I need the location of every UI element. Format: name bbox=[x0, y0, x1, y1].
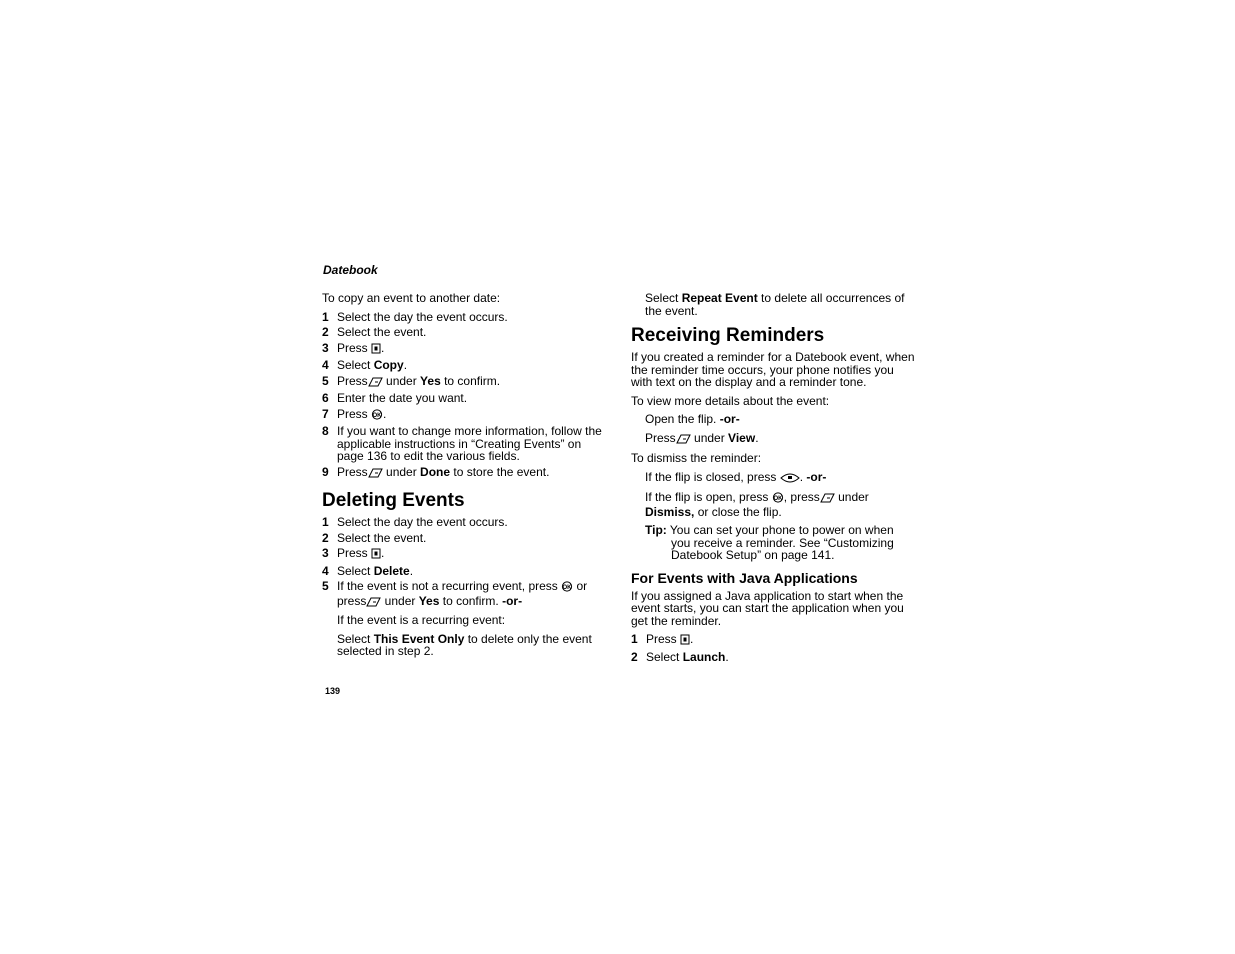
this-event-only-text bbox=[322, 633, 607, 658]
text: under bbox=[834, 490, 869, 504]
step-text: Select the event. bbox=[337, 325, 427, 339]
option-label: Dismiss, bbox=[645, 504, 695, 519]
svg-text:OK: OK bbox=[562, 585, 572, 591]
softkey-icon bbox=[368, 468, 383, 481]
step-number: 5 bbox=[322, 579, 329, 593]
step-text: Press bbox=[337, 340, 368, 355]
punct: . bbox=[725, 649, 729, 664]
text: or close the flip. bbox=[694, 504, 782, 519]
copy-step-5 bbox=[322, 375, 607, 390]
text: Select bbox=[337, 631, 374, 646]
punct: . bbox=[409, 563, 414, 578]
step-text: Select the day the event occurs. bbox=[337, 309, 508, 324]
punct: . bbox=[755, 430, 759, 445]
step-text: Press bbox=[337, 546, 368, 560]
receiving-intro: If you created a reminder for a Datebook event, when the reminder time occurs, your phone notifies you with text on the display and a reminder tone. bbox=[631, 350, 915, 389]
option-label: Repeat Event bbox=[681, 291, 758, 305]
view-details-intro: To view more details about the event: bbox=[631, 393, 830, 408]
or-marker: -or- bbox=[502, 593, 523, 608]
tip-text: You can set your phone to power on when bbox=[666, 523, 894, 537]
option-label: This Event Only bbox=[373, 631, 465, 646]
svg-text:OK: OK bbox=[773, 496, 783, 502]
copy-step-4 bbox=[322, 359, 607, 372]
step-number: 2 bbox=[322, 325, 329, 339]
step-text: Press bbox=[337, 406, 368, 421]
step-text: under bbox=[382, 373, 421, 388]
menu-key-icon bbox=[371, 548, 381, 562]
menu-key-icon bbox=[371, 343, 381, 357]
tip-label: Tip: bbox=[645, 523, 667, 537]
step-text: under bbox=[382, 464, 421, 479]
step-number: 4 bbox=[322, 358, 329, 372]
step-text: to store the event. bbox=[450, 464, 550, 479]
softkey-icon bbox=[820, 493, 835, 506]
step-text: If you want to change more information, follow the applicable instructions in “Creating Events” on page 136 to edit the various fields. bbox=[337, 424, 602, 463]
step-text: under bbox=[381, 593, 419, 608]
text: to delete only the event selected in step 2. bbox=[337, 631, 592, 658]
java-step-1 bbox=[631, 633, 916, 648]
step-number: 2 bbox=[322, 530, 329, 545]
step-text: Press bbox=[646, 632, 677, 646]
copy-step-3 bbox=[322, 342, 607, 357]
step-text: or press bbox=[337, 579, 588, 608]
step-text: If the event is not a recurring event, press bbox=[337, 579, 558, 593]
text: If the flip is open, press bbox=[645, 490, 769, 504]
delete-step-2 bbox=[322, 532, 607, 545]
step-text: Select the event. bbox=[337, 530, 427, 545]
option-label: Copy bbox=[373, 358, 404, 372]
text: , press bbox=[783, 490, 820, 504]
text: under bbox=[690, 430, 729, 445]
right-column bbox=[631, 292, 916, 666]
left-column bbox=[322, 292, 607, 664]
java-intro: If you assigned a Java application to start when the event starts, you can start the application when you get the reminder. bbox=[631, 588, 904, 628]
step-number: 1 bbox=[631, 632, 638, 646]
ok-key-icon bbox=[371, 409, 383, 423]
punct: . bbox=[690, 632, 694, 646]
copy-intro: To copy an event to another date: bbox=[322, 291, 501, 305]
section-heading-deleting-events: Deleting Events bbox=[322, 490, 465, 511]
step-number: 6 bbox=[322, 391, 329, 405]
step-number: 4 bbox=[322, 563, 329, 578]
ok-key-icon bbox=[561, 581, 573, 595]
option-label: Delete bbox=[373, 563, 410, 578]
text: Select bbox=[645, 291, 682, 305]
step-text: Select bbox=[337, 358, 374, 372]
step-text: Select bbox=[337, 563, 374, 578]
open-flip-text bbox=[631, 413, 916, 426]
smart-button-icon bbox=[780, 473, 800, 486]
copy-step-6 bbox=[322, 392, 607, 405]
page-number: 139 bbox=[325, 686, 341, 696]
text: Press bbox=[645, 430, 676, 445]
step-text: Select bbox=[646, 649, 683, 664]
option-label: Yes bbox=[418, 593, 440, 608]
copy-step-7 bbox=[322, 408, 607, 423]
repeat-event-text bbox=[631, 292, 916, 317]
text: to delete all occurrences of the event. bbox=[645, 291, 905, 318]
flip-open-text bbox=[631, 491, 916, 518]
or-marker: -or- bbox=[719, 412, 740, 426]
punct: . bbox=[381, 546, 385, 560]
step-number: 7 bbox=[322, 406, 329, 421]
softkey-icon bbox=[368, 377, 383, 390]
delete-step-5 bbox=[322, 580, 607, 609]
text: Open the flip. bbox=[645, 412, 720, 426]
step-text: to confirm. bbox=[439, 593, 503, 608]
section-heading-receiving-reminders: Receiving Reminders bbox=[631, 325, 825, 346]
delete-step-4 bbox=[322, 565, 607, 578]
step-number: 3 bbox=[322, 340, 329, 355]
section-heading-java-applications: For Events with Java Applications bbox=[631, 569, 858, 586]
java-step-2 bbox=[631, 651, 916, 664]
svg-text:OK: OK bbox=[372, 412, 382, 419]
step-text: to confirm. bbox=[440, 373, 501, 388]
copy-step-9 bbox=[322, 466, 607, 481]
copy-step-1 bbox=[322, 311, 607, 324]
copy-step-2 bbox=[322, 326, 607, 339]
step-number: 2 bbox=[631, 649, 638, 664]
step-text: Press bbox=[337, 464, 368, 479]
step-number: 9 bbox=[322, 464, 329, 479]
option-label: Done bbox=[420, 464, 451, 479]
step-number: 1 bbox=[322, 309, 329, 324]
tip-text: you receive a reminder. See “Customizing Datebook Setup” on page 141. bbox=[671, 535, 894, 562]
option-label: View bbox=[728, 430, 756, 445]
step-number: 1 bbox=[322, 515, 329, 529]
ok-key-icon bbox=[772, 492, 784, 506]
dismiss-intro: To dismiss the reminder: bbox=[631, 451, 762, 465]
punct: . bbox=[403, 358, 408, 372]
step-number: 8 bbox=[322, 424, 329, 438]
or-marker: -or- bbox=[806, 469, 827, 484]
flip-closed-text bbox=[631, 471, 916, 486]
press-view-text bbox=[631, 432, 916, 447]
recurring-text: If the event is a recurring event: bbox=[337, 613, 506, 627]
softkey-icon bbox=[366, 597, 381, 610]
step-text: Press bbox=[337, 373, 368, 388]
option-label: Launch bbox=[682, 649, 726, 664]
step-number: 5 bbox=[322, 373, 329, 388]
softkey-icon bbox=[676, 434, 691, 447]
option-label: Yes bbox=[420, 373, 441, 388]
delete-step-1 bbox=[322, 516, 607, 529]
copy-step-8 bbox=[322, 425, 607, 463]
punct: . bbox=[799, 469, 807, 484]
delete-step-3 bbox=[322, 547, 607, 562]
step-number: 3 bbox=[322, 546, 329, 560]
step-text: Select the day the event occurs. bbox=[337, 515, 508, 529]
step-text: Enter the date you want. bbox=[337, 391, 468, 405]
text: If the flip is closed, press bbox=[645, 469, 777, 484]
punct: . bbox=[381, 340, 385, 355]
running-header: Datebook bbox=[323, 263, 378, 277]
menu-key-icon bbox=[680, 634, 690, 648]
tip-note bbox=[631, 524, 916, 562]
punct: . bbox=[383, 406, 387, 421]
